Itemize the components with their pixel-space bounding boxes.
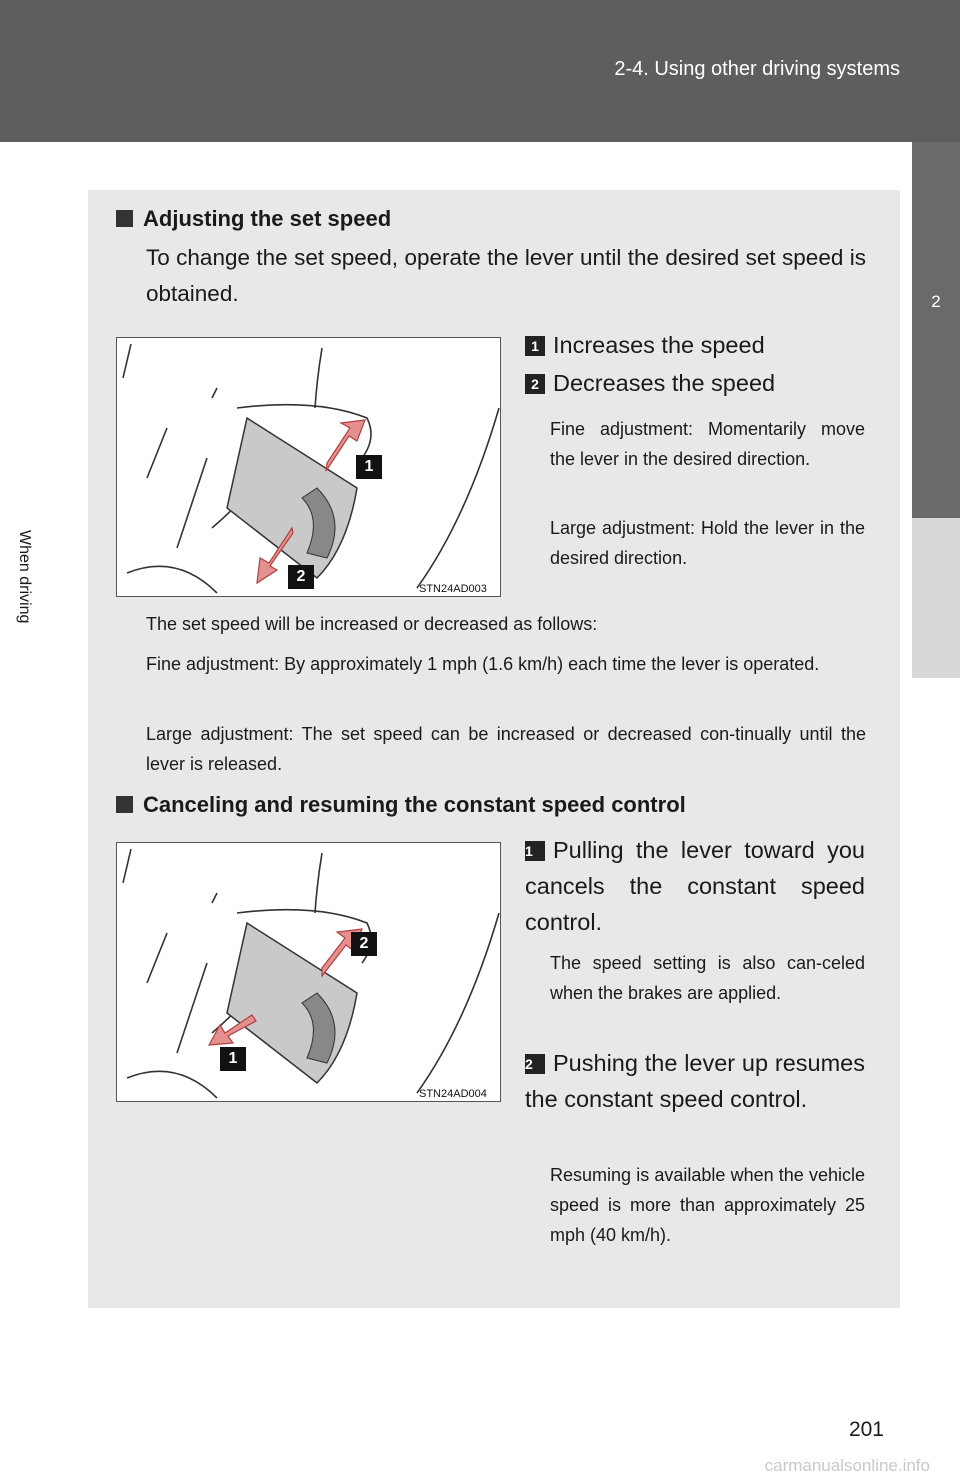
figure-badge-2: 2 xyxy=(351,932,377,956)
lever-illustration xyxy=(117,338,500,596)
square-bullet-icon xyxy=(116,796,133,813)
section1-para2: Fine adjustment: By approximately 1 mph (1.6 km/h) each time the lever is operated. xyxy=(146,654,820,674)
note-large-adjust: Large adjustment: Hold the lever in the desired direction. xyxy=(550,518,865,568)
section1-step-1: 1 Increases the speed xyxy=(525,327,765,363)
figure-badge-1: 1 xyxy=(356,455,382,479)
lever-illustration-cancel xyxy=(117,843,500,1101)
chapter-tab-label-bg xyxy=(912,518,960,678)
note-fine-adjust: Fine adjustment: Momentarily move the lever in the desired direction. xyxy=(550,419,865,469)
section2-step-2-note: Resuming is available when the vehicle speed is more than approximately 25 mph (40 km/h). xyxy=(550,1165,865,1245)
figure-lever-cancel xyxy=(116,842,501,1102)
figure-badge-1: 1 xyxy=(220,1047,246,1071)
section1-para1: The set speed will be increased or decreased as follows: xyxy=(146,614,598,634)
section2-step-1-note: The speed setting is also can-celed when the brakes are applied. xyxy=(550,953,865,1003)
chapter-label: When driving xyxy=(16,530,33,624)
section2-step-1: 1 Pulling the lever toward you cancels the constant speed control. xyxy=(525,837,865,935)
chapter-number: 2 xyxy=(931,292,941,311)
figure-code: STN24AD003 xyxy=(419,583,487,595)
square-bullet-icon xyxy=(116,210,133,227)
section-title: 2-4. Using other driving systems xyxy=(614,58,900,80)
page-number: 201 xyxy=(848,1418,884,1441)
section1-intro: To change the set speed, operate the lever until the desired set speed is obtained. xyxy=(146,245,866,306)
figure-code: STN24AD004 xyxy=(419,1088,487,1100)
chapter-tab xyxy=(912,142,960,518)
page-header xyxy=(0,0,960,142)
section1-step-2: 2 Decreases the speed xyxy=(525,365,775,401)
section2-heading: Canceling and resuming the constant speed control xyxy=(116,792,686,818)
figure-lever-adjust xyxy=(116,337,501,597)
section1-heading: Adjusting the set speed xyxy=(116,206,391,232)
section1-para3: Large adjustment: The set speed can be increased or decreased con-tinually until the lever is released. xyxy=(146,724,866,774)
watermark: carmanualsonline.info xyxy=(764,1456,930,1475)
section2-step-2: 2 Pushing the lever up resumes the constant speed control. xyxy=(525,1050,865,1112)
figure-badge-2: 2 xyxy=(288,565,314,589)
